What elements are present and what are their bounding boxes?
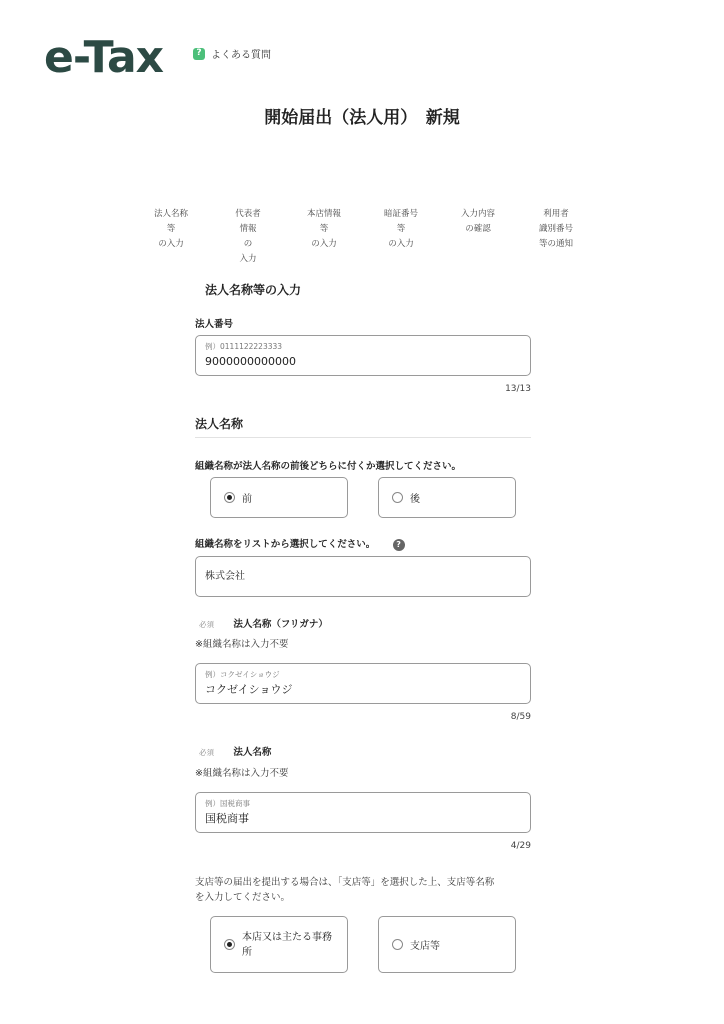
help-icon[interactable]: ? bbox=[393, 539, 405, 551]
radio-dot-branch bbox=[392, 939, 403, 950]
step-3: 本店情報 等 の入力 bbox=[306, 209, 341, 249]
radio-dot-after bbox=[392, 492, 403, 503]
kana-counter: 8/59 bbox=[510, 712, 531, 722]
name-value: 国税商事 bbox=[205, 812, 249, 825]
radio-after-label: 後 bbox=[410, 494, 420, 505]
radio-head-office-label: 本店又は主たる事務 所 bbox=[242, 931, 332, 958]
name-note: ※組織名称は入力不要 bbox=[195, 768, 289, 779]
kana-label: 法人名称（フリガナ） bbox=[233, 619, 328, 630]
corp-number-value: 9000000000000 bbox=[205, 355, 296, 368]
radio-head-office[interactable] bbox=[210, 916, 348, 973]
corp-number-counter: 13/13 bbox=[505, 384, 531, 394]
corp-name-heading: 法人名称 bbox=[195, 417, 244, 431]
radio-dot-head-office bbox=[224, 939, 235, 950]
step-2: 代表者 情報 の 入力 bbox=[235, 209, 261, 264]
corp-number-input[interactable] bbox=[195, 335, 531, 376]
radio-after[interactable] bbox=[378, 477, 516, 518]
corp-number-placeholder: 例）0111122223333 bbox=[205, 342, 283, 351]
name-label-row bbox=[199, 744, 271, 758]
kana-label-row bbox=[199, 616, 328, 630]
page-title: 開始届出（法人用） 新規 bbox=[264, 108, 460, 128]
name-counter: 4/29 bbox=[510, 841, 531, 851]
branch-note: 支店等の届出を提出する場合は、「支店等」を選択した上、支店等名称 を入力してください。 bbox=[195, 877, 495, 903]
etax-logo[interactable]: e-Tax bbox=[44, 32, 164, 83]
name-placeholder: 例）国税商事 bbox=[205, 799, 250, 808]
name-label: 法人名称 bbox=[233, 747, 272, 758]
step-4: 暗証番号 等 の入力 bbox=[383, 209, 418, 249]
org-select-label: 組織名称をリストから選択してください。 bbox=[195, 539, 376, 550]
required-badge: 必須 bbox=[199, 620, 214, 629]
org-select-value: 株式会社 bbox=[205, 571, 245, 582]
step-1: 法人名称 等 の入力 bbox=[153, 209, 188, 249]
section-title: 法人名称等の入力 bbox=[205, 283, 302, 297]
org-position-label: 組織名称が法人名称の前後どちらに付くか選択してください。 bbox=[195, 461, 462, 472]
radio-before-label: 前 bbox=[242, 494, 252, 505]
faq-link[interactable] bbox=[193, 46, 271, 61]
radio-dot-before bbox=[224, 492, 235, 503]
org-select[interactable] bbox=[195, 556, 531, 597]
kana-value: コクゼイショウジ bbox=[205, 683, 293, 696]
step-6: 利用者 識別番号 等の通知 bbox=[538, 209, 573, 249]
faq-label: よくある質問 bbox=[211, 50, 271, 61]
radio-branch[interactable] bbox=[378, 916, 516, 973]
kana-note: ※組織名称は入力不要 bbox=[195, 639, 289, 650]
corp-number-label: 法人番号 bbox=[195, 319, 234, 330]
divider bbox=[195, 437, 531, 438]
step-5: 入力内容 の確認 bbox=[460, 209, 495, 234]
name-input[interactable] bbox=[195, 792, 531, 833]
required-badge: 必須 bbox=[199, 748, 214, 757]
kana-placeholder: 例）コクゼイショウジ bbox=[205, 670, 280, 679]
radio-branch-label: 支店等 bbox=[410, 941, 440, 952]
question-icon: ? bbox=[193, 48, 205, 60]
kana-input[interactable] bbox=[195, 663, 531, 704]
radio-before[interactable] bbox=[210, 477, 348, 518]
org-select-label-row bbox=[195, 536, 405, 551]
